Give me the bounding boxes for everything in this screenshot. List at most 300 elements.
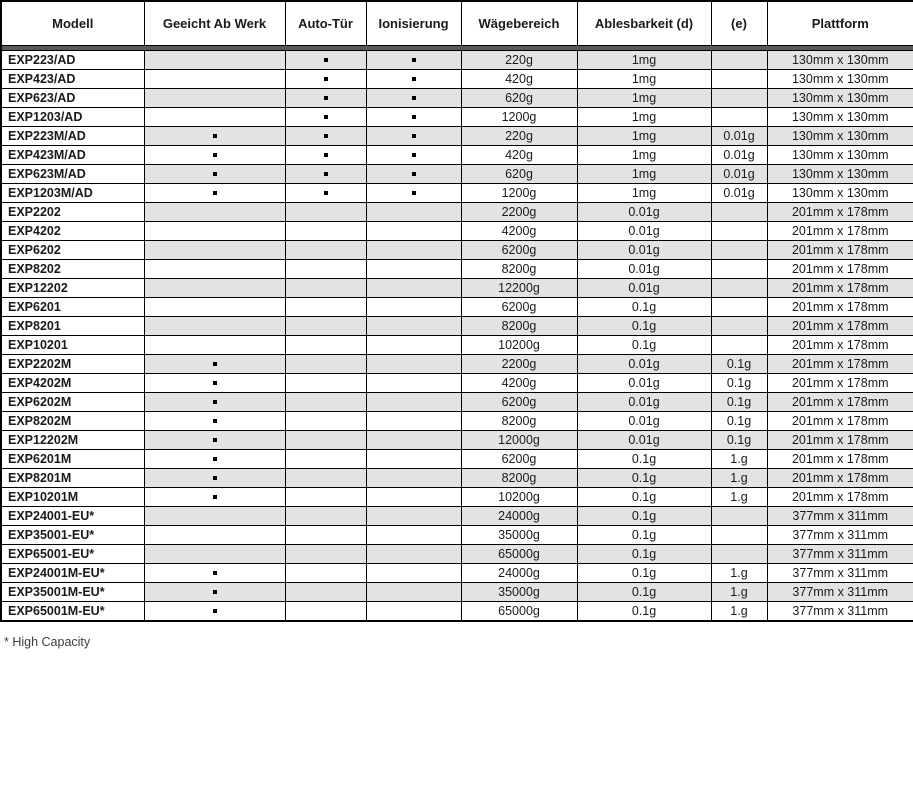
table-row <box>1 183 913 202</box>
cell-plattform: 130mm x 130mm <box>767 50 913 69</box>
present-dot <box>213 191 217 195</box>
cell-ablesbarkeit: 0.1g <box>577 449 711 468</box>
cell-e: 0.1g <box>711 354 767 373</box>
present-dot <box>324 134 328 138</box>
cell-plattform: 377mm x 311mm <box>767 563 913 582</box>
cell-modell: EXP35001-EU* <box>1 525 144 544</box>
cell-waegebereich: 65000g <box>461 601 577 621</box>
table-row <box>1 221 913 240</box>
cell-e <box>711 316 767 335</box>
cell-ionisierung <box>366 164 461 183</box>
present-dot <box>412 172 416 176</box>
cell-ablesbarkeit: 1mg <box>577 50 711 69</box>
cell-modell: EXP8202 <box>1 259 144 278</box>
cell-auto-tuer <box>285 145 366 164</box>
table-row <box>1 392 913 411</box>
cell-plattform: 201mm x 178mm <box>767 202 913 221</box>
cell-ablesbarkeit: 0.1g <box>577 544 711 563</box>
cell-modell: EXP6202M <box>1 392 144 411</box>
table-row <box>1 582 913 601</box>
cell-auto-tuer <box>285 221 366 240</box>
cell-geeicht-ab-werk <box>144 297 285 316</box>
column-header-auto-tuer: Auto-Tür <box>285 1 366 45</box>
cell-ablesbarkeit: 0.01g <box>577 259 711 278</box>
present-dot <box>412 77 416 81</box>
cell-ionisierung <box>366 563 461 582</box>
present-dot <box>412 58 416 62</box>
cell-ionisierung <box>366 411 461 430</box>
cell-ablesbarkeit: 0.1g <box>577 335 711 354</box>
cell-ionisierung <box>366 468 461 487</box>
cell-auto-tuer <box>285 126 366 145</box>
column-header-plattform: Plattform <box>767 1 913 45</box>
cell-ionisierung <box>366 449 461 468</box>
present-dot <box>213 571 217 575</box>
header-row <box>1 1 913 45</box>
cell-waegebereich: 65000g <box>461 544 577 563</box>
cell-plattform: 201mm x 178mm <box>767 468 913 487</box>
cell-plattform: 201mm x 178mm <box>767 487 913 506</box>
cell-ablesbarkeit: 0.01g <box>577 392 711 411</box>
cell-geeicht-ab-werk <box>144 544 285 563</box>
table-row <box>1 506 913 525</box>
table-row <box>1 335 913 354</box>
cell-ablesbarkeit: 0.01g <box>577 373 711 392</box>
cell-auto-tuer <box>285 335 366 354</box>
cell-geeicht-ab-werk <box>144 183 285 202</box>
cell-e <box>711 506 767 525</box>
present-dot <box>412 115 416 119</box>
cell-ionisierung <box>366 582 461 601</box>
cell-geeicht-ab-werk <box>144 202 285 221</box>
cell-geeicht-ab-werk <box>144 601 285 621</box>
table-row <box>1 544 913 563</box>
cell-e <box>711 278 767 297</box>
cell-ionisierung <box>366 183 461 202</box>
cell-modell: EXP223M/AD <box>1 126 144 145</box>
cell-plattform: 130mm x 130mm <box>767 88 913 107</box>
cell-auto-tuer <box>285 392 366 411</box>
cell-auto-tuer <box>285 297 366 316</box>
cell-ablesbarkeit: 0.1g <box>577 468 711 487</box>
cell-geeicht-ab-werk <box>144 468 285 487</box>
present-dot <box>412 96 416 100</box>
present-dot <box>324 191 328 195</box>
table-row <box>1 88 913 107</box>
cell-e <box>711 50 767 69</box>
cell-e: 0.1g <box>711 373 767 392</box>
cell-geeicht-ab-werk <box>144 430 285 449</box>
cell-ionisierung <box>366 50 461 69</box>
footnote: * High Capacity <box>4 634 91 649</box>
cell-modell: EXP223/AD <box>1 50 144 69</box>
table-row <box>1 297 913 316</box>
cell-ionisierung <box>366 297 461 316</box>
column-header-modell: Modell <box>1 1 144 45</box>
cell-modell: EXP10201M <box>1 487 144 506</box>
cell-geeicht-ab-werk <box>144 164 285 183</box>
cell-ionisierung <box>366 88 461 107</box>
cell-modell: EXP1203/AD <box>1 107 144 126</box>
cell-modell: EXP8201 <box>1 316 144 335</box>
cell-auto-tuer <box>285 107 366 126</box>
cell-modell: EXP423M/AD <box>1 145 144 164</box>
cell-modell: EXP35001M-EU* <box>1 582 144 601</box>
cell-e <box>711 202 767 221</box>
cell-e: 0.01g <box>711 126 767 145</box>
present-dot <box>412 153 416 157</box>
cell-ablesbarkeit: 0.1g <box>577 316 711 335</box>
cell-modell: EXP423/AD <box>1 69 144 88</box>
present-dot <box>213 172 217 176</box>
cell-ionisierung <box>366 392 461 411</box>
cell-ionisierung <box>366 221 461 240</box>
cell-waegebereich: 8200g <box>461 411 577 430</box>
cell-ionisierung <box>366 525 461 544</box>
cell-modell: EXP2202 <box>1 202 144 221</box>
cell-e <box>711 240 767 259</box>
column-header-geeicht: Geeicht Ab Werk <box>144 1 285 45</box>
cell-plattform: 201mm x 178mm <box>767 430 913 449</box>
cell-plattform: 201mm x 178mm <box>767 373 913 392</box>
cell-modell: EXP8202M <box>1 411 144 430</box>
cell-waegebereich: 620g <box>461 88 577 107</box>
cell-auto-tuer <box>285 544 366 563</box>
table-row <box>1 449 913 468</box>
cell-e: 0.1g <box>711 411 767 430</box>
cell-ablesbarkeit: 1mg <box>577 164 711 183</box>
cell-ionisierung <box>366 354 461 373</box>
present-dot <box>213 457 217 461</box>
cell-waegebereich: 220g <box>461 50 577 69</box>
present-dot <box>412 134 416 138</box>
cell-waegebereich: 1200g <box>461 107 577 126</box>
cell-geeicht-ab-werk <box>144 392 285 411</box>
cell-e <box>711 259 767 278</box>
cell-ablesbarkeit: 0.1g <box>577 601 711 621</box>
cell-ablesbarkeit: 0.1g <box>577 582 711 601</box>
cell-ablesbarkeit: 0.01g <box>577 430 711 449</box>
cell-e: 1.g <box>711 563 767 582</box>
table-row <box>1 487 913 506</box>
cell-ablesbarkeit: 0.1g <box>577 525 711 544</box>
cell-e <box>711 544 767 563</box>
cell-plattform: 201mm x 178mm <box>767 297 913 316</box>
cell-ablesbarkeit: 0.01g <box>577 202 711 221</box>
cell-ionisierung <box>366 430 461 449</box>
cell-auto-tuer <box>285 468 366 487</box>
cell-plattform: 201mm x 178mm <box>767 449 913 468</box>
table-row <box>1 278 913 297</box>
cell-modell: EXP4202 <box>1 221 144 240</box>
table-row <box>1 316 913 335</box>
cell-modell: EXP2202M <box>1 354 144 373</box>
cell-auto-tuer <box>285 354 366 373</box>
table-row <box>1 601 913 621</box>
cell-e: 0.01g <box>711 183 767 202</box>
cell-ablesbarkeit: 0.01g <box>577 240 711 259</box>
present-dot <box>213 134 217 138</box>
cell-ionisierung <box>366 107 461 126</box>
cell-geeicht-ab-werk <box>144 373 285 392</box>
cell-e: 1.g <box>711 449 767 468</box>
cell-ablesbarkeit: 1mg <box>577 145 711 164</box>
cell-plattform: 201mm x 178mm <box>767 240 913 259</box>
cell-auto-tuer <box>285 430 366 449</box>
cell-modell: EXP24001-EU* <box>1 506 144 525</box>
table-row <box>1 240 913 259</box>
cell-waegebereich: 6200g <box>461 449 577 468</box>
cell-ablesbarkeit: 0.01g <box>577 411 711 430</box>
cell-auto-tuer <box>285 487 366 506</box>
present-dot <box>213 495 217 499</box>
cell-plattform: 377mm x 311mm <box>767 601 913 621</box>
cell-ablesbarkeit: 0.1g <box>577 563 711 582</box>
cell-waegebereich: 10200g <box>461 487 577 506</box>
cell-e <box>711 221 767 240</box>
present-dot <box>213 476 217 480</box>
present-dot <box>213 400 217 404</box>
cell-plattform: 377mm x 311mm <box>767 544 913 563</box>
cell-waegebereich: 420g <box>461 69 577 88</box>
present-dot <box>213 381 217 385</box>
cell-waegebereich: 6200g <box>461 240 577 259</box>
cell-ionisierung <box>366 126 461 145</box>
cell-e: 1.g <box>711 582 767 601</box>
table-row <box>1 373 913 392</box>
cell-e <box>711 525 767 544</box>
cell-e <box>711 335 767 354</box>
cell-plattform: 130mm x 130mm <box>767 107 913 126</box>
cell-modell: EXP12202 <box>1 278 144 297</box>
cell-ionisierung <box>366 240 461 259</box>
present-dot <box>324 153 328 157</box>
column-header-e: (e) <box>711 1 767 45</box>
cell-modell: EXP6202 <box>1 240 144 259</box>
cell-geeicht-ab-werk <box>144 145 285 164</box>
cell-geeicht-ab-werk <box>144 240 285 259</box>
cell-plattform: 377mm x 311mm <box>767 582 913 601</box>
cell-e: 0.1g <box>711 392 767 411</box>
cell-waegebereich: 12200g <box>461 278 577 297</box>
cell-plattform: 201mm x 178mm <box>767 316 913 335</box>
cell-auto-tuer <box>285 563 366 582</box>
cell-e <box>711 88 767 107</box>
cell-ionisierung <box>366 335 461 354</box>
cell-modell: EXP65001-EU* <box>1 544 144 563</box>
cell-auto-tuer <box>285 525 366 544</box>
table-row <box>1 354 913 373</box>
cell-ionisierung <box>366 487 461 506</box>
cell-geeicht-ab-werk <box>144 506 285 525</box>
cell-auto-tuer <box>285 601 366 621</box>
cell-e: 0.1g <box>711 430 767 449</box>
cell-ablesbarkeit: 0.01g <box>577 354 711 373</box>
table-header <box>1 1 913 50</box>
cell-waegebereich: 1200g <box>461 183 577 202</box>
cell-ionisierung <box>366 278 461 297</box>
cell-ablesbarkeit: 1mg <box>577 88 711 107</box>
table-row <box>1 164 913 183</box>
cell-e <box>711 297 767 316</box>
present-dot <box>213 609 217 613</box>
cell-ablesbarkeit: 0.1g <box>577 506 711 525</box>
cell-waegebereich: 35000g <box>461 525 577 544</box>
cell-auto-tuer <box>285 50 366 69</box>
cell-waegebereich: 24000g <box>461 506 577 525</box>
present-dot <box>412 191 416 195</box>
cell-plattform: 201mm x 178mm <box>767 411 913 430</box>
cell-ablesbarkeit: 1mg <box>577 126 711 145</box>
present-dot <box>213 419 217 423</box>
table-row <box>1 411 913 430</box>
cell-e <box>711 107 767 126</box>
cell-ionisierung <box>366 373 461 392</box>
cell-plattform: 377mm x 311mm <box>767 525 913 544</box>
cell-waegebereich: 4200g <box>461 373 577 392</box>
present-dot <box>213 438 217 442</box>
column-header-ablesbarkeit: Ablesbarkeit (d) <box>577 1 711 45</box>
cell-plattform: 130mm x 130mm <box>767 69 913 88</box>
cell-modell: EXP65001M-EU* <box>1 601 144 621</box>
cell-geeicht-ab-werk <box>144 126 285 145</box>
cell-geeicht-ab-werk <box>144 411 285 430</box>
table-row <box>1 430 913 449</box>
cell-waegebereich: 2200g <box>461 202 577 221</box>
cell-geeicht-ab-werk <box>144 563 285 582</box>
table-row <box>1 126 913 145</box>
cell-auto-tuer <box>285 88 366 107</box>
cell-auto-tuer <box>285 582 366 601</box>
cell-ionisierung <box>366 69 461 88</box>
column-header-waegebereich: Wägebereich <box>461 1 577 45</box>
cell-ablesbarkeit: 0.01g <box>577 278 711 297</box>
cell-ablesbarkeit: 0.1g <box>577 487 711 506</box>
cell-ablesbarkeit: 0.1g <box>577 297 711 316</box>
cell-plattform: 201mm x 178mm <box>767 259 913 278</box>
cell-e: 0.01g <box>711 145 767 164</box>
cell-ablesbarkeit: 0.01g <box>577 221 711 240</box>
cell-e: 1.g <box>711 468 767 487</box>
table-row <box>1 563 913 582</box>
present-dot <box>213 153 217 157</box>
cell-auto-tuer <box>285 202 366 221</box>
cell-waegebereich: 420g <box>461 145 577 164</box>
cell-modell: EXP1203M/AD <box>1 183 144 202</box>
cell-waegebereich: 8200g <box>461 259 577 278</box>
cell-auto-tuer <box>285 449 366 468</box>
cell-modell: EXP12202M <box>1 430 144 449</box>
cell-ionisierung <box>366 145 461 164</box>
cell-ionisierung <box>366 506 461 525</box>
present-dot <box>324 172 328 176</box>
cell-modell: EXP6201 <box>1 297 144 316</box>
cell-auto-tuer <box>285 506 366 525</box>
cell-ionisierung <box>366 601 461 621</box>
cell-auto-tuer <box>285 259 366 278</box>
cell-plattform: 130mm x 130mm <box>767 183 913 202</box>
cell-geeicht-ab-werk <box>144 487 285 506</box>
cell-modell: EXP6201M <box>1 449 144 468</box>
cell-plattform: 130mm x 130mm <box>767 145 913 164</box>
cell-waegebereich: 6200g <box>461 392 577 411</box>
column-header-ionisierung: Ionisierung <box>366 1 461 45</box>
cell-plattform: 377mm x 311mm <box>767 506 913 525</box>
cell-geeicht-ab-werk <box>144 354 285 373</box>
cell-geeicht-ab-werk <box>144 335 285 354</box>
cell-waegebereich: 6200g <box>461 297 577 316</box>
cell-modell: EXP8201M <box>1 468 144 487</box>
present-dot <box>213 590 217 594</box>
cell-auto-tuer <box>285 411 366 430</box>
table-row <box>1 468 913 487</box>
cell-waegebereich: 620g <box>461 164 577 183</box>
cell-geeicht-ab-werk <box>144 88 285 107</box>
cell-waegebereich: 10200g <box>461 335 577 354</box>
present-dot <box>324 96 328 100</box>
cell-plattform: 201mm x 178mm <box>767 354 913 373</box>
cell-auto-tuer <box>285 164 366 183</box>
cell-auto-tuer <box>285 183 366 202</box>
cell-ionisierung <box>366 316 461 335</box>
table-row <box>1 107 913 126</box>
cell-geeicht-ab-werk <box>144 525 285 544</box>
cell-modell: EXP623M/AD <box>1 164 144 183</box>
cell-waegebereich: 2200g <box>461 354 577 373</box>
cell-plattform: 130mm x 130mm <box>767 126 913 145</box>
cell-waegebereich: 8200g <box>461 468 577 487</box>
cell-ionisierung <box>366 202 461 221</box>
cell-geeicht-ab-werk <box>144 316 285 335</box>
present-dot <box>213 362 217 366</box>
cell-geeicht-ab-werk <box>144 582 285 601</box>
table-row <box>1 525 913 544</box>
present-dot <box>324 77 328 81</box>
table-row <box>1 50 913 69</box>
cell-modell: EXP4202M <box>1 373 144 392</box>
table-row <box>1 202 913 221</box>
cell-geeicht-ab-werk <box>144 278 285 297</box>
present-dot <box>324 115 328 119</box>
cell-ablesbarkeit: 1mg <box>577 183 711 202</box>
cell-geeicht-ab-werk <box>144 259 285 278</box>
cell-ionisierung <box>366 544 461 563</box>
present-dot <box>324 58 328 62</box>
cell-e: 1.g <box>711 601 767 621</box>
cell-auto-tuer <box>285 69 366 88</box>
cell-waegebereich: 24000g <box>461 563 577 582</box>
cell-ablesbarkeit: 1mg <box>577 107 711 126</box>
cell-e: 1.g <box>711 487 767 506</box>
cell-e: 0.01g <box>711 164 767 183</box>
cell-auto-tuer <box>285 278 366 297</box>
cell-geeicht-ab-werk <box>144 221 285 240</box>
cell-geeicht-ab-werk <box>144 449 285 468</box>
cell-plattform: 201mm x 178mm <box>767 392 913 411</box>
cell-auto-tuer <box>285 240 366 259</box>
cell-e <box>711 69 767 88</box>
cell-ionisierung <box>366 259 461 278</box>
cell-auto-tuer <box>285 316 366 335</box>
cell-auto-tuer <box>285 373 366 392</box>
cell-modell: EXP10201 <box>1 335 144 354</box>
cell-waegebereich: 220g <box>461 126 577 145</box>
cell-waegebereich: 35000g <box>461 582 577 601</box>
cell-plattform: 201mm x 178mm <box>767 278 913 297</box>
table-row <box>1 259 913 278</box>
cell-waegebereich: 4200g <box>461 221 577 240</box>
cell-geeicht-ab-werk <box>144 50 285 69</box>
